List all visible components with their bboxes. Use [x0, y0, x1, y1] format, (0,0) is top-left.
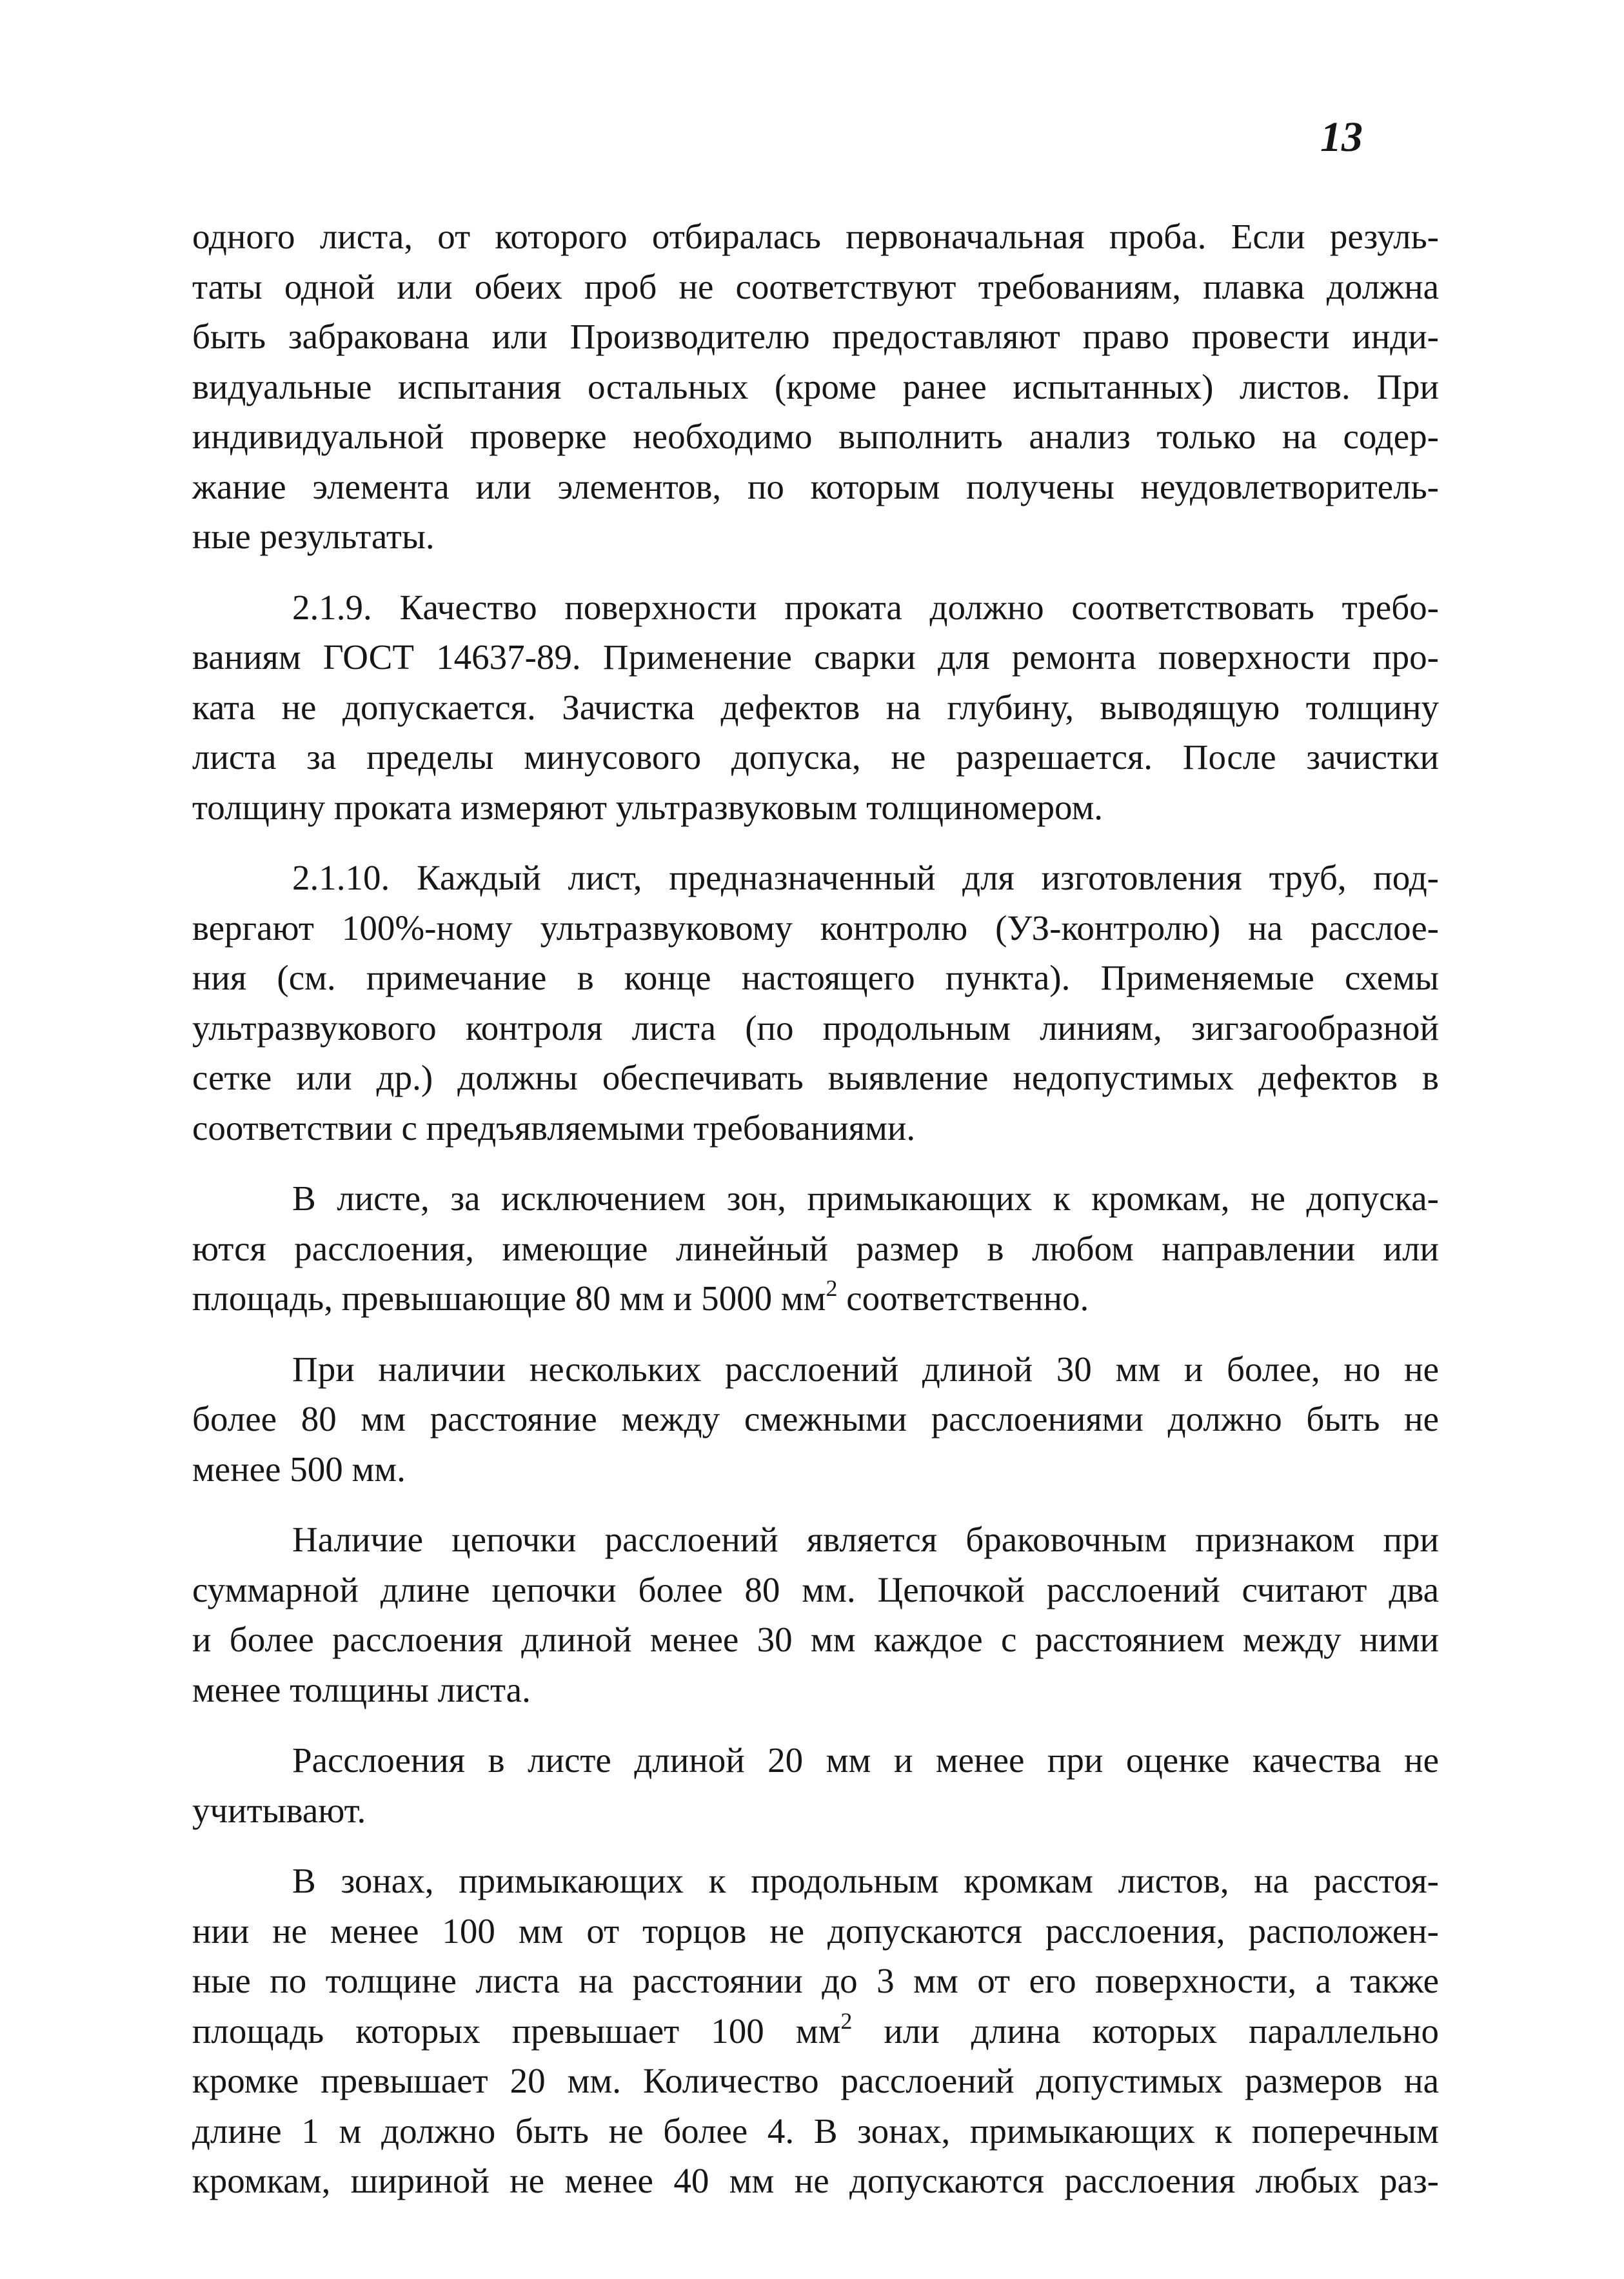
text-line: В зонах, примыкающих к продольным кромкам листов, на расстоя-: [292, 1861, 1439, 1900]
text-line: и более расслоения длиной менее 30 мм каждое с расстоянием между ними: [192, 1620, 1439, 1659]
text-fragment: или длина которых параллельно: [852, 2011, 1440, 2051]
superscript: 2: [826, 1275, 838, 1301]
text-fragment: площадь которых превышает 100 мм: [192, 2011, 841, 2051]
page-number: 13: [1320, 114, 1363, 161]
text-line: Расслоения в листе длиной 20 мм и менее при оценке качества не: [292, 1740, 1439, 1780]
text-line: длине 1 м должно быть не более 4. В зонах, примыкающих к поперечным: [192, 2111, 1439, 2151]
text-line: толщину проката измеряют ультразвуковым толщиномером.: [192, 787, 1104, 827]
text-line: соответствии с предъявляемыми требованиями.: [192, 1108, 916, 1148]
text-line: 2.1.9. Качество поверхности проката должно соответствовать требо-: [292, 587, 1439, 627]
text-line: кромке превышает 20 мм. Количество расслоений допустимых размеров на: [192, 2061, 1439, 2100]
text-line: ультразвукового контроля листа (по продольным линиям, зигзагообразной: [192, 1008, 1439, 1048]
text-line: ются расслоения, имеющие линейный размер в любом направлении или: [192, 1228, 1439, 1268]
paragraph-2-1-9: [192, 582, 1439, 833]
text-line: таты одной или обеих проб не соответствуют требованиям, плавка должна: [192, 266, 1439, 306]
text-line: кромкам, шириной не менее 40 мм не допускаются расслоения любых раз-: [192, 2161, 1439, 2200]
paragraph-several-laminations: [192, 1344, 1439, 1495]
paragraph-laminations-sheet: [192, 1173, 1439, 1324]
document-body: [192, 212, 1439, 2227]
text-line: В листе, за исключением зон, примыкающих к кромкам, не допуска-: [292, 1179, 1439, 1218]
text-line: ваниям ГОСТ 14637-89. Применение сварки для ремонта поверхности про-: [192, 637, 1439, 677]
text-line: одного листа, от которого отбиралась первоначальная проба. Если резуль-: [192, 217, 1439, 256]
text-line: ния (см. примечание в конце настоящего пункта). Применяемые схемы: [192, 958, 1439, 997]
paragraph-lamination-chain: [192, 1515, 1439, 1715]
text-line: 2.1.10. Каждый лист, предназначенный для изготовления труб, под-: [292, 858, 1439, 897]
text-line: листа за пределы минусового допуска, не разрешается. После зачистки: [192, 737, 1439, 777]
text-line: ные по толщине листа на расстоянии до 3 мм от его поверхности, а также: [192, 1961, 1439, 2000]
paragraph-edge-zones: [192, 1856, 1439, 2206]
text-line: При наличии нескольких расслоений длиной 30 мм и более, но не: [292, 1349, 1439, 1389]
superscript: 2: [840, 2007, 853, 2034]
text-line: более 80 мм расстояние между смежными расслоениями должно быть не: [192, 1399, 1439, 1438]
text-line: нии не менее 100 мм от торцов не допускаются расслоения, расположен-: [192, 1911, 1439, 1951]
text-line: индивидуальной проверке необходимо выполнить анализ только на содер-: [192, 417, 1439, 456]
text-line: менее толщины листа.: [192, 1669, 531, 1709]
text-line: суммарной длине цепочки более 80 мм. Цепочкой расслоений считают два: [192, 1569, 1439, 1609]
text-line: быть забракована или Производителю предоставляют право провести инди-: [192, 317, 1439, 356]
text-line: вергают 100%-ному ультразвуковому контролю (УЗ-контролю) на расслое-: [192, 908, 1439, 948]
text-line: ные результаты.: [192, 517, 435, 556]
text-line: сетке или др.) должны обеспечивать выявление недопустимых дефектов в: [192, 1058, 1439, 1097]
text-line: жание элемента или элементов, по которым получены неудовлетворитель-: [192, 466, 1439, 506]
text-line: ката не допускается. Зачистка дефектов на глубину, выводящую толщину: [192, 687, 1439, 727]
text-fragment: площадь, превышающие 80 мм и 5000 мм: [192, 1279, 826, 1318]
text-line: [192, 2006, 1439, 2056]
text-fragment: соответственно.: [837, 1279, 1089, 1318]
text-line: менее 500 мм.: [192, 1449, 406, 1489]
text-line: Наличие цепочки расслоений является браковочным признаком при: [292, 1520, 1439, 1559]
paragraph-1: [192, 212, 1439, 562]
text-line: учитывают.: [192, 1790, 366, 1830]
paragraph-ignored-laminations: [192, 1735, 1439, 1835]
paragraph-2-1-10: [192, 853, 1439, 1153]
text-line: [192, 1273, 1439, 1324]
text-line: видуальные испытания остальных (кроме ранее испытанных) листов. При: [192, 366, 1439, 406]
